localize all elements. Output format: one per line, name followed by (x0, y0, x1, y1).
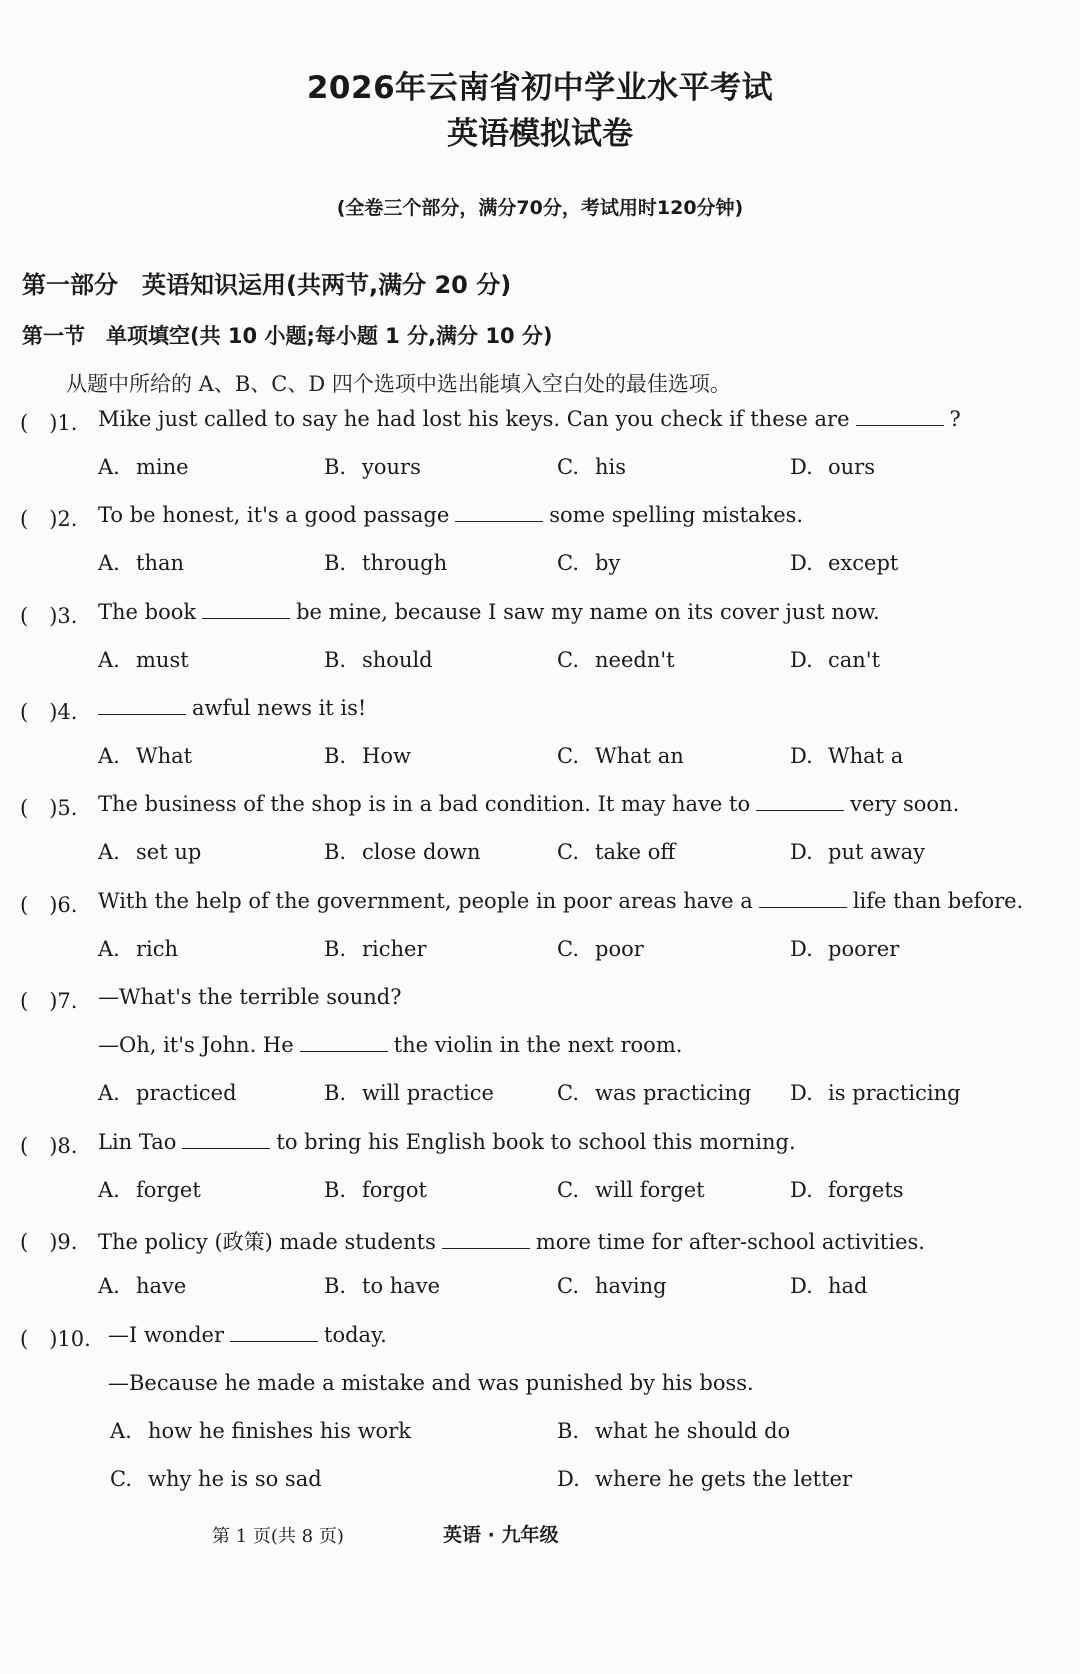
option-text: close down (362, 840, 481, 864)
option-letter: A. (110, 1419, 132, 1443)
answer-blank (759, 889, 847, 908)
option-d[interactable] (790, 744, 903, 768)
option-letter: B. (557, 1419, 580, 1443)
question-stem (98, 1226, 925, 1256)
answer-bracket[interactable]: ( )8. (20, 1134, 78, 1158)
answer-bracket[interactable]: ( )1. (20, 411, 78, 435)
option-text: set up (136, 840, 202, 864)
stem-text: some spelling mistakes. (549, 503, 804, 527)
option-b[interactable] (324, 551, 447, 575)
option-text: poorer (828, 937, 900, 961)
option-b[interactable] (324, 1081, 494, 1105)
option-text: is practicing (828, 1081, 961, 1105)
option-c[interactable] (557, 937, 644, 961)
option-text: must (136, 648, 189, 672)
option-a[interactable] (98, 455, 189, 479)
option-a[interactable] (98, 648, 189, 672)
option-d[interactable] (790, 937, 899, 961)
exam-subtitle: (全卷三个部分，满分70分，考试用时120分钟) (336, 197, 744, 219)
option-a[interactable] (98, 1178, 201, 1202)
option-letter: D. (790, 1274, 813, 1298)
option-text: forget (136, 1178, 201, 1202)
option-text: needn't (595, 648, 675, 672)
stem-text: more time for after-school activities. (535, 1230, 925, 1254)
option-d[interactable] (557, 1467, 852, 1491)
stem-text: The policy (政策) made students (98, 1230, 436, 1254)
question-stem (98, 889, 1023, 913)
stem-text: be mine, because I saw my name on its cover just now. (296, 600, 880, 624)
option-c[interactable] (557, 1081, 751, 1105)
answer-blank (98, 696, 186, 715)
option-b[interactable] (324, 648, 433, 672)
option-letter: C. (557, 840, 579, 864)
option-text: forgets (828, 1178, 904, 1202)
option-text: should (362, 648, 433, 672)
option-letter: B. (324, 455, 347, 479)
option-text: except (828, 551, 899, 575)
option-letter: B. (324, 1178, 347, 1202)
option-text: rich (136, 937, 179, 961)
option-b[interactable] (557, 1419, 790, 1443)
option-letter: D. (790, 455, 813, 479)
option-letter: A. (98, 840, 120, 864)
option-letter: B. (324, 648, 347, 672)
option-text: what he should do (595, 1419, 791, 1443)
option-letter: C. (557, 648, 579, 672)
option-b[interactable] (324, 744, 411, 768)
option-text: how he finishes his work (148, 1419, 411, 1443)
option-text: poor (595, 937, 644, 961)
option-c[interactable] (557, 840, 675, 864)
option-letter: A. (98, 1178, 120, 1202)
option-a[interactable] (98, 840, 201, 864)
answer-bracket[interactable]: ( )9. (20, 1230, 78, 1254)
question-stem (108, 1323, 387, 1347)
answer-blank (300, 1033, 388, 1052)
option-text: was practicing (595, 1081, 752, 1105)
option-b[interactable] (324, 840, 481, 864)
option-c[interactable] (557, 1178, 705, 1202)
answer-bracket[interactable]: ( )6. (20, 893, 78, 917)
option-a[interactable] (98, 1274, 186, 1298)
option-letter: B. (324, 551, 347, 575)
stem-text: the violin in the next room. (393, 1033, 683, 1057)
option-text: ours (828, 455, 875, 479)
option-text: forgot (362, 1178, 427, 1202)
option-text: where he gets the letter (595, 1467, 853, 1491)
option-c[interactable] (557, 455, 626, 479)
page-number: 第 1 页(共 8 页) (212, 1526, 344, 1547)
option-text: practiced (136, 1081, 237, 1105)
option-letter: A. (98, 551, 120, 575)
question-stem (98, 792, 959, 816)
answer-blank (202, 600, 290, 619)
option-a[interactable] (98, 937, 178, 961)
option-letter: A. (98, 1081, 120, 1105)
option-text: to have (362, 1274, 441, 1298)
option-a[interactable] (98, 551, 184, 575)
stem-text: Mike just called to say he had lost his keys. Can you check if these are (98, 407, 850, 431)
option-letter: B. (324, 744, 347, 768)
option-letter: C. (557, 551, 579, 575)
answer-bracket[interactable]: ( )10. (20, 1327, 91, 1351)
dialogue-line: —Because he made a mistake and was punished by his boss. (108, 1371, 754, 1395)
option-letter: C. (557, 937, 579, 961)
option-text: will forget (595, 1178, 705, 1202)
option-text: through (362, 551, 448, 575)
option-d[interactable] (790, 1081, 961, 1105)
exam-title-line2: 英语模拟试卷 (447, 116, 633, 152)
option-text: had (828, 1274, 868, 1298)
answer-bracket[interactable]: ( )5. (20, 796, 78, 820)
stem-text: awful news it is! (192, 696, 367, 720)
option-text: mine (136, 455, 189, 479)
option-c[interactable] (110, 1467, 322, 1491)
answer-bracket[interactable]: ( )2. (20, 507, 78, 531)
option-letter: A. (98, 937, 120, 961)
answer-bracket[interactable]: ( )3. (20, 604, 78, 628)
answer-blank (455, 503, 543, 522)
option-letter: B. (324, 1274, 347, 1298)
subject-grade: 英语 · 九年级 (443, 1524, 559, 1546)
option-text: put away (828, 840, 925, 864)
option-letter: B. (324, 840, 347, 864)
option-letter: D. (790, 937, 813, 961)
option-c[interactable] (557, 744, 684, 768)
option-c[interactable] (557, 648, 675, 672)
question-stem (98, 600, 880, 624)
stem-text: today. (324, 1323, 387, 1347)
option-text: can't (828, 648, 881, 672)
option-letter: C. (557, 744, 579, 768)
stem-text: With the help of the government, people in poor areas have a (98, 889, 753, 913)
option-text: his (595, 455, 627, 479)
stem-text: life than before. (852, 889, 1024, 913)
option-text: by (595, 551, 621, 575)
answer-blank (182, 1130, 270, 1149)
answer-blank (756, 792, 844, 811)
option-text: How (362, 744, 411, 768)
option-letter: C. (557, 1274, 579, 1298)
option-letter: D. (790, 1178, 813, 1202)
option-text: What a (828, 744, 904, 768)
option-a[interactable] (110, 1419, 411, 1443)
option-letter: C. (557, 1081, 579, 1105)
answer-bracket[interactable]: ( )4. (20, 700, 78, 724)
stem-text: very soon. (850, 792, 960, 816)
option-d[interactable] (790, 1274, 868, 1298)
option-d[interactable] (790, 1178, 904, 1202)
stem-text: ? (949, 407, 961, 431)
answer-blank (442, 1230, 530, 1249)
section1-instruction: 从题中所给的 A、B、C、D 四个选项中选出能填入空白处的最佳选项。 (66, 372, 731, 396)
option-text: will practice (362, 1081, 494, 1105)
option-letter: D. (790, 744, 813, 768)
part1-heading: 第一部分 英语知识运用(共两节,满分 20 分) (22, 271, 512, 299)
option-d[interactable] (790, 455, 875, 479)
option-a[interactable] (98, 1081, 237, 1105)
option-letter: B. (324, 937, 347, 961)
option-letter: C. (557, 1178, 579, 1202)
answer-blank (230, 1323, 318, 1342)
option-letter: D. (790, 551, 813, 575)
dialogue-line: —What's the terrible sound? (98, 985, 402, 1009)
option-text: having (595, 1274, 667, 1298)
stem-text: To be honest, it's a good passage (98, 503, 450, 527)
option-letter: D. (790, 840, 813, 864)
question-stem (98, 696, 366, 720)
answer-blank (856, 407, 944, 426)
option-b[interactable] (324, 1274, 440, 1298)
answer-bracket[interactable]: ( )7. (20, 989, 78, 1013)
section1-heading: 第一节 单项填空(共 10 小题;每小题 1 分,满分 10 分) (22, 324, 553, 348)
question-stem (98, 1033, 682, 1057)
question-stem (98, 407, 961, 431)
option-letter: C. (557, 455, 579, 479)
option-text: richer (362, 937, 427, 961)
option-b[interactable] (324, 1178, 427, 1202)
option-d[interactable] (790, 840, 925, 864)
option-letter: B. (324, 1081, 347, 1105)
option-a[interactable] (98, 744, 192, 768)
stem-text: —Oh, it's John. He (98, 1033, 294, 1057)
option-letter: D. (790, 648, 813, 672)
option-text: What an (595, 744, 684, 768)
exam-title-line1: 2026年云南省初中学业水平考试 (306, 70, 774, 106)
stem-text: Lin Tao (98, 1130, 177, 1154)
option-text: yours (362, 455, 421, 479)
option-text: take off (595, 840, 676, 864)
option-d[interactable] (790, 648, 880, 672)
option-letter: C. (110, 1467, 132, 1491)
option-letter: A. (98, 648, 120, 672)
stem-text: The business of the shop is in a bad condition. It may have to (98, 792, 751, 816)
option-letter: D. (790, 1081, 813, 1105)
option-letter: A. (98, 744, 120, 768)
option-letter: A. (98, 455, 120, 479)
option-letter: D. (557, 1467, 580, 1491)
option-c[interactable] (557, 1274, 667, 1298)
option-c[interactable] (557, 551, 620, 575)
option-b[interactable] (324, 937, 427, 961)
option-text: why he is so sad (148, 1467, 322, 1491)
option-b[interactable] (324, 455, 421, 479)
option-text: What (136, 744, 193, 768)
option-text: have (136, 1274, 187, 1298)
option-letter: A. (98, 1274, 120, 1298)
question-stem (98, 503, 803, 527)
stem-text: to bring his English book to school this morning. (276, 1130, 796, 1154)
option-text: than (136, 551, 185, 575)
stem-text: —I wonder (108, 1323, 225, 1347)
question-stem (98, 1130, 796, 1154)
option-d[interactable] (790, 551, 898, 575)
stem-text: The book (98, 600, 197, 624)
